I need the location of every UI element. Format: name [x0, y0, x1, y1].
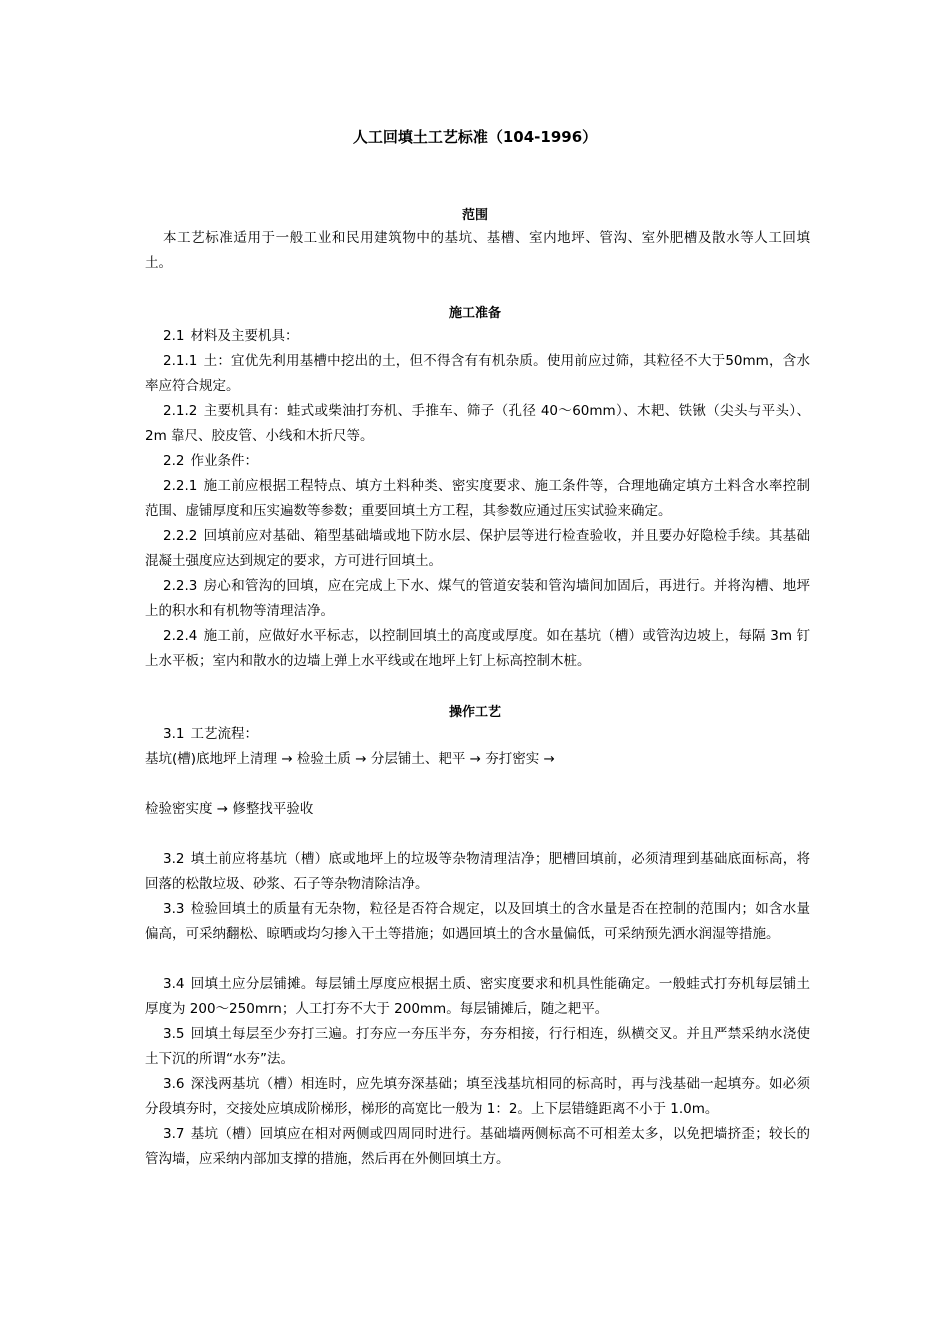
- paragraph-2-2-3: [145, 574, 810, 624]
- paragraph-text: 工艺流程：: [190, 726, 258, 742]
- paragraph-text: 施工前应根据工程特点、填方土料种类、密实度要求、施工条件等，合理地确定填方土料含水率控制范围、虚铺厚度和压实遍数等参数；重要回填土方工程，其参数应通过压实试验来确定。: [145, 478, 810, 519]
- clause-number: 2.1.1: [163, 353, 198, 369]
- paragraph-text: 回填土每层至少夯打三遍。打夯应一夯压半夯，夯夯相接，行行相连，纵横交叉。并且严禁采纳水浇使土下沉的所谓“水夯”法。: [145, 1026, 810, 1067]
- paragraph-2-2-1: [145, 474, 810, 524]
- clause-number: 2.2: [163, 453, 185, 469]
- paragraph-text: 回填前应对基础、箱型基础墙或地下防水层、保护层等进行检查验收，并且要办好隐检手续。其基础混凝土强度应达到规定的要求，方可进行回填土。: [145, 528, 810, 569]
- clause-number: 3.2: [163, 851, 185, 867]
- document-title: 人工回填土工艺标准（104-1996）: [352, 128, 598, 146]
- section-heading-preparation: 施工准备: [448, 306, 501, 321]
- clause-number: 2.2.4: [163, 628, 198, 644]
- paragraph-3-3: [145, 897, 810, 947]
- paragraph-2-2: [145, 449, 810, 474]
- paragraph-text: 检验密实度 → 修整找平验收: [145, 801, 314, 817]
- section-heading-operation: 操作工艺: [448, 705, 501, 720]
- paragraph-text: 作业条件：: [190, 453, 258, 469]
- paragraph-3-2: [145, 847, 810, 897]
- paragraph-text: 施工前，应做好水平标志，以控制回填土的高度或厚度。如在基坑（槽）或管沟边坡上，每隔 3m 钉上水平板；室内和散水的边墙上弹上水平线或在地坪上钉上标高控制木桩。: [145, 628, 810, 669]
- clause-number: 3.3: [163, 901, 185, 917]
- paragraph-text: 回填土应分层铺摊。每层铺土厚度应根据土质、密实度要求和机具性能确定。一般蛙式打夯机每层铺土厚度为 200～250mrn；人工打夯不大于 200mm。每层铺摊后，随之耙平。: [145, 976, 810, 1017]
- clause-number: 3.7: [163, 1126, 185, 1142]
- paragraph-text: 检验回填土的质量有无杂物，粒径是否符合规定，以及回填土的含水量是否在控制的范围内；如含水量偏高，可采纳翻松、晾晒或均匀掺入干土等措施；如遇回填土的含水量偏低，可采纳预先洒水润湿等措施。: [145, 901, 810, 942]
- paragraph-2-1-2: [145, 399, 810, 449]
- clause-number: 2.2.3: [163, 578, 198, 594]
- paragraph-text: 本工艺标准适用于一般工业和民用建筑物中的基坑、基槽、室内地坪、管沟、室外肥槽及散水等人工回填土。: [145, 230, 810, 271]
- clause-number: 3.6: [163, 1076, 185, 1092]
- paragraph-scope: [145, 226, 810, 276]
- paragraph-text: 填土前应将基坑（槽）底或地坪上的垃圾等杂物清理洁净；肥槽回填前，必须清理到基础底面标高，将回落的松散垃圾、砂浆、石子等杂物清除洁净。: [145, 851, 810, 892]
- paragraph-text: 基坑（槽）回填应在相对两侧或四周同时进行。基础墙两侧标高不可相差太多，以免把墙挤歪；较长的管沟墙，应采纳内部加支撑的措施，然后再在外侧回填土方。: [145, 1126, 810, 1167]
- clause-number: 2.1.2: [163, 403, 198, 419]
- clause-number: 3.5: [163, 1026, 185, 1042]
- paragraph-3-5: [145, 1022, 810, 1072]
- paragraph-2-1-1: [145, 349, 810, 399]
- clause-number: 2.1: [163, 328, 185, 344]
- clause-number: 2.2.2: [163, 528, 198, 544]
- clause-number: 2.2.1: [163, 478, 198, 494]
- process-flow-line-1: [145, 747, 810, 772]
- paragraph-text: 房心和管沟的回填，应在完成上下水、煤气的管道安装和管沟墙间加固后，再进行。并将沟槽、地坪上的积水和有机物等清理洁净。: [145, 578, 810, 619]
- paragraph-2-2-4: [145, 624, 810, 674]
- process-flow-line-2: [145, 797, 810, 822]
- paragraph-2-2-2: [145, 524, 810, 574]
- paragraph-3-6: [145, 1072, 810, 1122]
- paragraph-3-7: [145, 1122, 810, 1172]
- paragraph-text: 深浅两基坑（槽）相连时，应先填夯深基础；填至浅基坑相同的标高时，再与浅基础一起填夯。如必须分段填夯时，交接处应填成阶梯形，梯形的高宽比一般为 1：2。上下层错缝距离不小于 1.0m。: [145, 1076, 810, 1117]
- paragraph-3-1: [145, 722, 810, 747]
- paragraph-text: 基坑(槽)底地坪上清理 → 检验土质 → 分层铺土、耙平 → 夯打密实 →: [145, 751, 555, 767]
- section-heading-scope: 范围: [461, 208, 488, 223]
- paragraph-text: 土：宜优先利用基槽中挖出的土，但不得含有有机杂质。使用前应过筛，其粒径不大于50mm，含水率应符合规定。: [145, 353, 810, 394]
- clause-number: 3.4: [163, 976, 185, 992]
- paragraph-text: 材料及主要机具：: [190, 328, 299, 344]
- paragraph-2-1: [145, 324, 810, 349]
- clause-number: 3.1: [163, 726, 185, 742]
- paragraph-text: 主要机具有：蛙式或柴油打夯机、手推车、筛子（孔径 40～60mm）、木耙、铁锹（尖头与平头）、2m 靠尺、胶皮管、小线和木折尺等。: [145, 403, 810, 444]
- paragraph-3-4: [145, 972, 810, 1022]
